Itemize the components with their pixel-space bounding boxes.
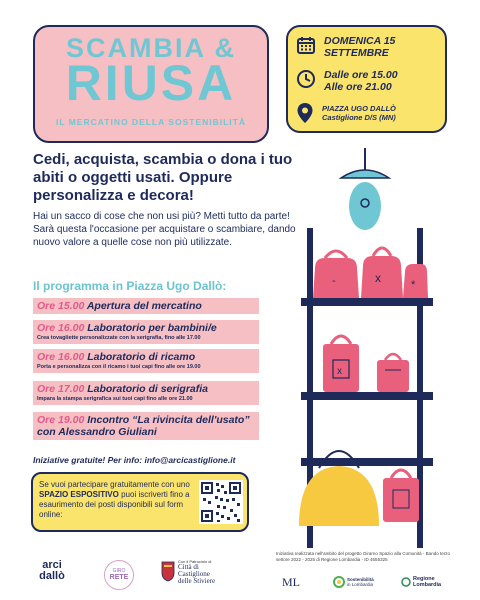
location-pin-icon [296,102,314,124]
title-tagline: IL MERCATINO DELLA SOSTENIBILITÀ [55,117,247,127]
intro-text: Hai un sacco di cose che non usi più? Metti tutto da parte! Sarà questa l'occasione per acquistare o scambiare, dando nuovo valore a quelle cose non più utilizzate. [33,211,296,248]
time-row [296,69,439,93]
sostenibilita-logo: Sostenibilità in Lombardia [347,577,374,587]
program-item-4 [33,381,259,405]
sostenibilita-icon [333,576,345,588]
clock-icon [296,69,316,89]
program-title-text: Incontro “La rivincita dell'usato” con Alessandro Giuliani [37,414,250,438]
funding-note: Iniziativa realizzata nell'ambito del progetto Girarno Spazio alla Comunità - Bando terzo settore 2022 - 2025 di Regione Lombardia - ID 4655325 [276,551,450,562]
program-time: Ore 19.00 [37,414,85,426]
title-line-2: RIUSA [65,55,237,111]
headline: Cedi, acquista, scambia o dona i tuo abiti o oggetti usati. Oppure personalizza e decora! [33,151,293,204]
arci-dallo-logo: arci dallò [39,559,65,582]
program-title-text: Laboratorio di ricamo [87,351,196,363]
program-time: Ore 16.00 [37,351,85,363]
shelf-board-middle [301,392,433,400]
pink-bag-2 [361,256,403,298]
program-item-5 [33,412,259,440]
registration-box [31,472,249,532]
shelf-board-top [301,298,433,306]
title-box [33,25,269,143]
pink-bag-3 [403,264,428,298]
place-row [296,102,439,124]
pink-bag-5 [377,360,409,392]
program-title: Il programma in Piazza Ugo Dallò: [33,279,227,293]
qr-code[interactable] [199,480,243,524]
comune-logo: Con il Patrocinio di Città di Castiglione delle Stiviere [178,559,216,585]
program-time: Ore 17.00 [37,383,85,395]
program-item-2 [33,320,259,344]
pink-bag-1 [313,258,359,298]
hanging-bag [349,182,381,230]
regione-lombardia-logo: Regione Lombardia [413,576,442,588]
lamp-shade [341,170,389,178]
date-row [296,35,439,59]
registration-highlight: SPAZIO ESPOSITIVO [39,490,119,499]
program-desc: Impara la stampa serigrafica sui tuoi capi fino alle ore 21.00 [37,396,193,402]
svg-text:x: x [337,366,342,377]
title-line-1: SCAMBIA & [66,33,236,63]
time-from: Dalle ore 15.00 [324,69,398,81]
program-item-3 [33,349,259,373]
svg-text:*: * [411,279,416,291]
svg-text:-: - [332,275,336,287]
program-title-text: Laboratorio di serigrafia [87,383,208,395]
event-date: DOMENICA 15 SETTEMBRE [324,35,396,59]
ml-logo: ML [282,575,300,589]
girarno-rete-logo: GIRO RETE [104,560,134,590]
registration-text: Se vuoi partecipare gratuitamente con uno SPAZIO ESPOSITIVO puoi iscriverti fino a esaurimento dei posti disponibili sul form online: [39,480,190,519]
event-place: PIAZZA UGO DALLÒ [322,104,396,113]
time-to: Alle ore 21.00 [324,81,392,93]
event-town: Castiglione D/S (MN) [322,113,396,122]
event-info-box [286,25,447,133]
free-events-note: Iniziative gratuite! Per info: info@arcicastiglione.it [33,455,236,465]
comune-crest-icon [161,560,175,582]
program-desc: Crea tovagliette personalizzate con la serigrafia, fino alle 17.00 [37,335,201,341]
program-title-text: Apertura del mercatino [86,300,202,312]
program-desc: Porta e personalizza con il ricamo i tuoi capi fino alle ore 19.00 [37,364,201,370]
program-time: Ore 16.00 [37,322,85,334]
lombardia-rose-icon [401,576,411,588]
pink-bag-6 [383,478,419,522]
shelf-illustration [285,148,465,548]
svg-text:x: x [375,271,381,285]
program-title-text: Laboratorio per bambini/e [87,322,217,334]
program-time: Ore 15.00 [37,300,85,312]
program-item-1 [33,298,259,314]
calendar-icon [296,35,316,55]
